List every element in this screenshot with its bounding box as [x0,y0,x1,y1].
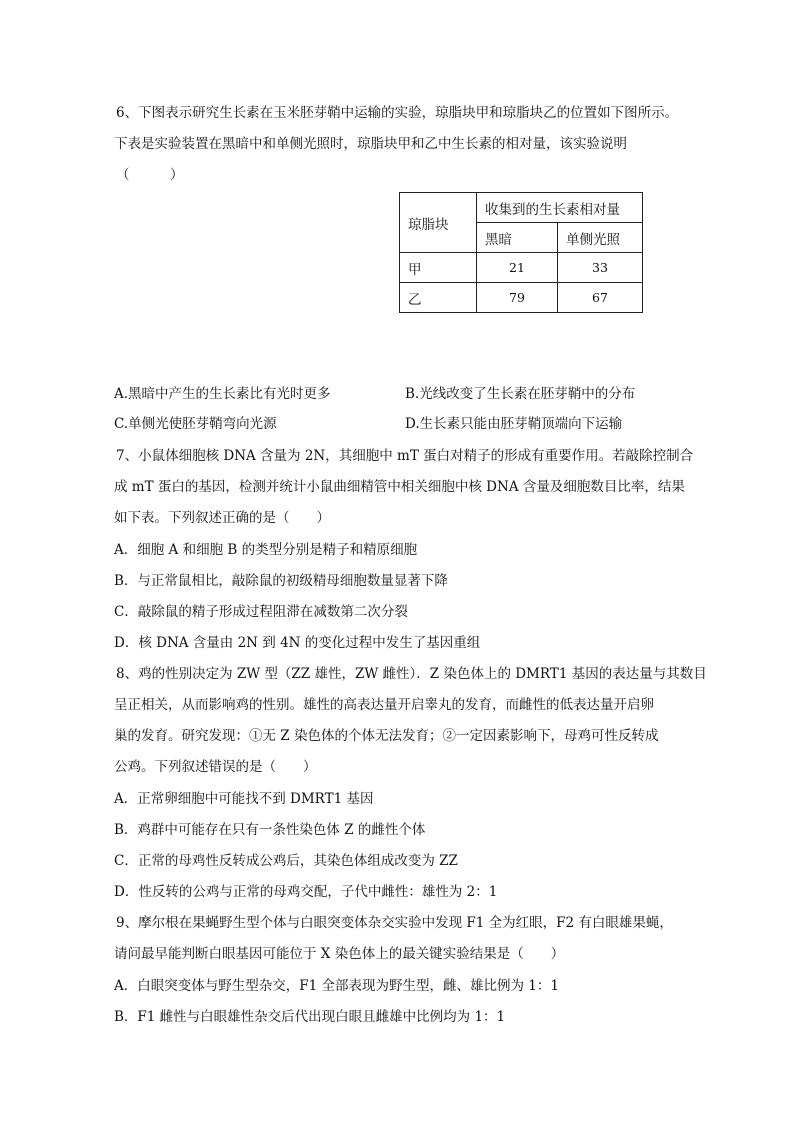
q8-option-d: D．性反转的公鸡与正常的母鸡交配，子代中雌性：雄性为 2：1 [114,884,498,900]
q8-stem-line-2: 呈正相关，从而影响鸡的性别。雄性的高表达量开启睾丸的发育，而雌性的低表达量开启卵 [114,697,654,713]
q7-stem-line-3: 如下表。下列叙述正确的是（ ） [114,510,330,526]
table-row [400,283,643,313]
q7-option-b: B．与正常鼠相比，敲除鼠的初级精母细胞数量显著下降 [114,573,448,589]
q6-answer-blank: （ ） [116,167,184,183]
table-header-light: 单侧光照 [558,223,643,253]
table-header-collected: 收集到的生长素相对量 [477,193,643,223]
q9-stem-line-1: 9、摩尔根在果蝇野生型个体与白眼突变体杂交实验中发现 F1 全为红眼，F2 有白眼雄果蝇， [116,915,673,931]
q7-option-d: D．核 DNA 含量由 2N 到 4N 的变化过程中发生了基因重组 [114,635,481,651]
q8-option-a: A．正常卵细胞中可能找不到 DMRT1 基因 [114,791,374,807]
q8-stem-line-4: 公鸡。下列叙述错误的是（ ） [114,759,317,775]
q8-option-b: B．鸡群中可能存在只有一条性染色体 Z 的雌性个体 [114,822,426,838]
table-row [400,253,643,283]
table-cell-light: 67 [558,283,643,313]
table-cell-block: 乙 [400,283,477,313]
q6-option-b: B.光线改变了生长素在胚芽鞘中的分布 [405,386,636,402]
table-header-dark: 黑暗 [477,223,558,253]
q8-stem-line-3: 巢的发育。研究发现：①无 Z 染色体的个体无法发育；②一定因素影响下，母鸡可性反转成 [114,728,659,744]
q7-stem-line-2: 成 mT 蛋白的基因，检测并统计小鼠曲细精管中相关细胞中核 DNA 含量及细胞数目比率，结果 [114,479,685,495]
table-cell-dark: 79 [477,283,558,313]
q9-option-b: B．F1 雌性与白眼雄性杂交后代出现白眼且雌雄中比例均为 1：1 [114,1009,506,1025]
table-cell-light: 33 [558,253,643,283]
q9-option-a: A．白眼突变体与野生型杂交，F1 全部表现为野生型，雌、雄比例为 1：1 [114,978,559,994]
q7-option-a: A．细胞 A 和细胞 B 的类型分别是精子和精原细胞 [114,542,418,558]
auxin-table [399,192,643,313]
q8-option-c: C．正常的母鸡性反转成公鸡后，其染色体组成改变为 ZZ [114,853,458,869]
q7-stem-line-1: 7、小鼠体细胞核 DNA 含量为 2N，其细胞中 mT 蛋白对精子的形成有重要作用。若敲除控制合 [116,448,694,464]
q6-option-c: C.单侧光使胚芽鞘弯向光源 [114,416,277,432]
q6-stem-line-1: 6、下图表示研究生长素在玉米胚芽鞘中运输的实验，琼脂块甲和琼脂块乙的位置如下图所示。 [116,105,679,121]
q8-stem-line-1: 8、鸡的性别决定为 ZW 型（ZZ 雄性，ZW 雌性）．Z 染色体上的 DMRT1 基因的表达量与其数目 [116,666,707,682]
q7-option-c: C．敲除鼠的精子形成过程阻滞在减数第二次分裂 [114,604,408,620]
q9-stem-line-2: 请问最早能判断白眼基因可能位于 X 染色体上的最关键实验结果是（ ） [114,946,565,962]
q6-stem-line-2: 下表是实验装置在黑暗中和单侧光照时，琼脂块甲和乙中生长素的相对量，该实验说明 [114,136,627,152]
q6-option-a: A.黑暗中产生的生长素比有光时更多 [114,386,331,402]
q6-option-d: D.生长素只能由胚芽鞘顶端向下运输 [405,416,623,432]
table-cell-dark: 21 [477,253,558,283]
table-header-block: 琼脂块 [400,193,477,253]
table-cell-block: 甲 [400,253,477,283]
